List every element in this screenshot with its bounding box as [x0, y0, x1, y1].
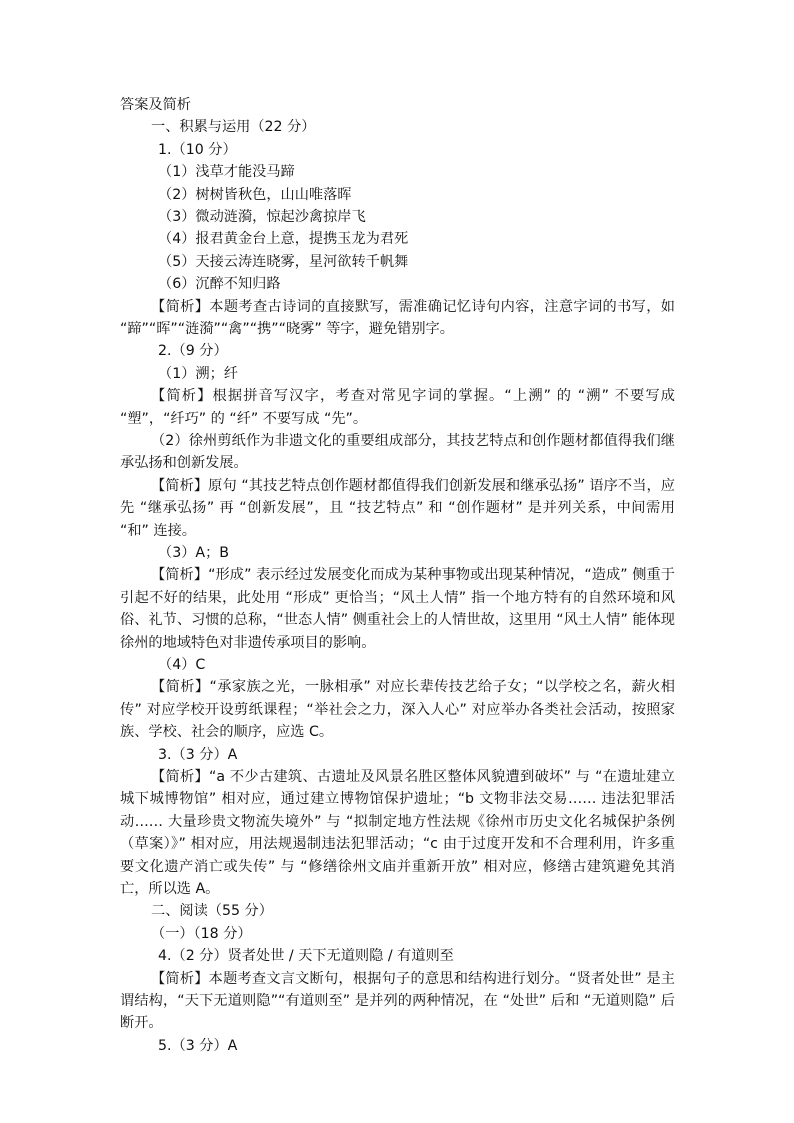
q4-heading: 4.（2 分）贤者处世 / 天下无道则隐 / 有道则至	[158, 948, 454, 965]
q3-heading: 3.（3 分）A	[158, 746, 238, 763]
q2-analysis-1: 【简析】根据拼音写汉字，考查对常见字词的掌握。“上溯” 的 “溯” 不要写成 “塑”，“纤巧” 的 “纤” 不要写成 “先”。	[120, 388, 675, 427]
answer-document	[120, 94, 675, 1057]
q2-answer-3: （3）A；B	[158, 544, 230, 561]
q1-answer-3: （3）微动涟漪，惊起沙禽掠岸飞	[158, 208, 366, 225]
q5-heading: 5.（3 分）A	[158, 1037, 238, 1054]
subsection-heading-1: （一）（18 分）	[151, 925, 252, 942]
q1-answer-4: （4）报君黄金台上意，提携玉龙为君死	[158, 231, 409, 248]
q2-heading: 2.（9 分）	[158, 343, 228, 360]
q1-answer-5: （5）天接云涛连晓雾，星河欲转千帆舞	[158, 253, 409, 270]
q2-analysis-4: 【简析】“承家族之光，一脉相承” 对应长辈传技艺给子女；“以学校之名，薪火相传” 对应学校开设剪纸课程；“举社会之力，深入人心” 对应举办各类社会活动，按照家族、学校、社会的顺序，应选 C。	[120, 679, 675, 741]
q2-analysis-2: 【简析】原句 “其技艺特点创作题材都值得我们创新发展和继承弘扬” 语序不当，应先 “继承弘扬” 再 “创新发展”，且 “技艺特点” 和 “创作题材” 是并列关系，中间需用 “和” 连接。	[120, 477, 675, 539]
q1-answer-2: （2）树树皆秋色，山山唯落晖	[158, 186, 352, 203]
q2-analysis-3: 【简析】“形成” 表示经过发展变化而成为某种事物或出现某种情况，“造成” 侧重于引起不好的结果，此处用 “形成” 更恰当；“风土人情” 指一个地方特有的自然环境和风俗、礼节、习惯的总称，“世态人情” 侧重社会上的人情世故，这里用 “风土人情” 能体现徐州的地域特色对非遗传承项目的影响。	[120, 567, 675, 651]
section-heading-2: 二、阅读（55 分）	[151, 903, 273, 920]
q2-answer-2: （2）徐州剪纸作为非遗文化的重要组成部分，其技艺特点和创作题材都值得我们继承弘扬和创新发展。	[120, 432, 675, 472]
q1-analysis: 【简析】本题考查古诗词的直接默写，需准确记忆诗句内容，注意字词的书写，如 “蹄”“晖”“涟漪”“禽”“携”“晓雾” 等字，避免错别字。	[120, 298, 675, 337]
q2-answer-1: （1）溯；纤	[158, 365, 238, 382]
q2-answer-4: （4）C	[158, 656, 206, 673]
doc-title: 答案及简析	[120, 97, 191, 113]
q1-answer-6: （6）沉醉不知归路	[158, 276, 281, 293]
q3-analysis: 【简析】“a 不少古建筑、古遗址及风景名胜区整体风貌遭到破坏” 与 “在遗址建立城下城博物馆” 相对应，通过建立博物馆保护遗址；“b 文物非法交易…… 违法犯罪活动…… 大量珍贵文物流失境外” 与 “拟制定地方性法规《徐州市历史文化名城保护条例（草案）》” 相对应，用法规遏制违法犯罪活动；“c 由于过度开发和不合理利用，许多重要文化遗产消亡或失传” 与 “修缮徐州文庙并重新开放” 相对应，修缮古建筑避免其消亡，所以选 A。	[120, 768, 675, 897]
section-heading-1: 一、积累与运用（22 分）	[151, 119, 316, 136]
q4-analysis: 【简析】本题考查文言文断句，根据句子的意思和结构进行划分。“贤者处世” 是主谓结构，“天下无道则隐”“有道则至” 是并列的两种情况，在 “处世” 后和 “无道则隐” 后断开。	[120, 970, 675, 1032]
q1-answer-1: （1）浅草才能没马蹄	[158, 164, 295, 181]
q1-heading: 1.（10 分）	[158, 141, 237, 158]
